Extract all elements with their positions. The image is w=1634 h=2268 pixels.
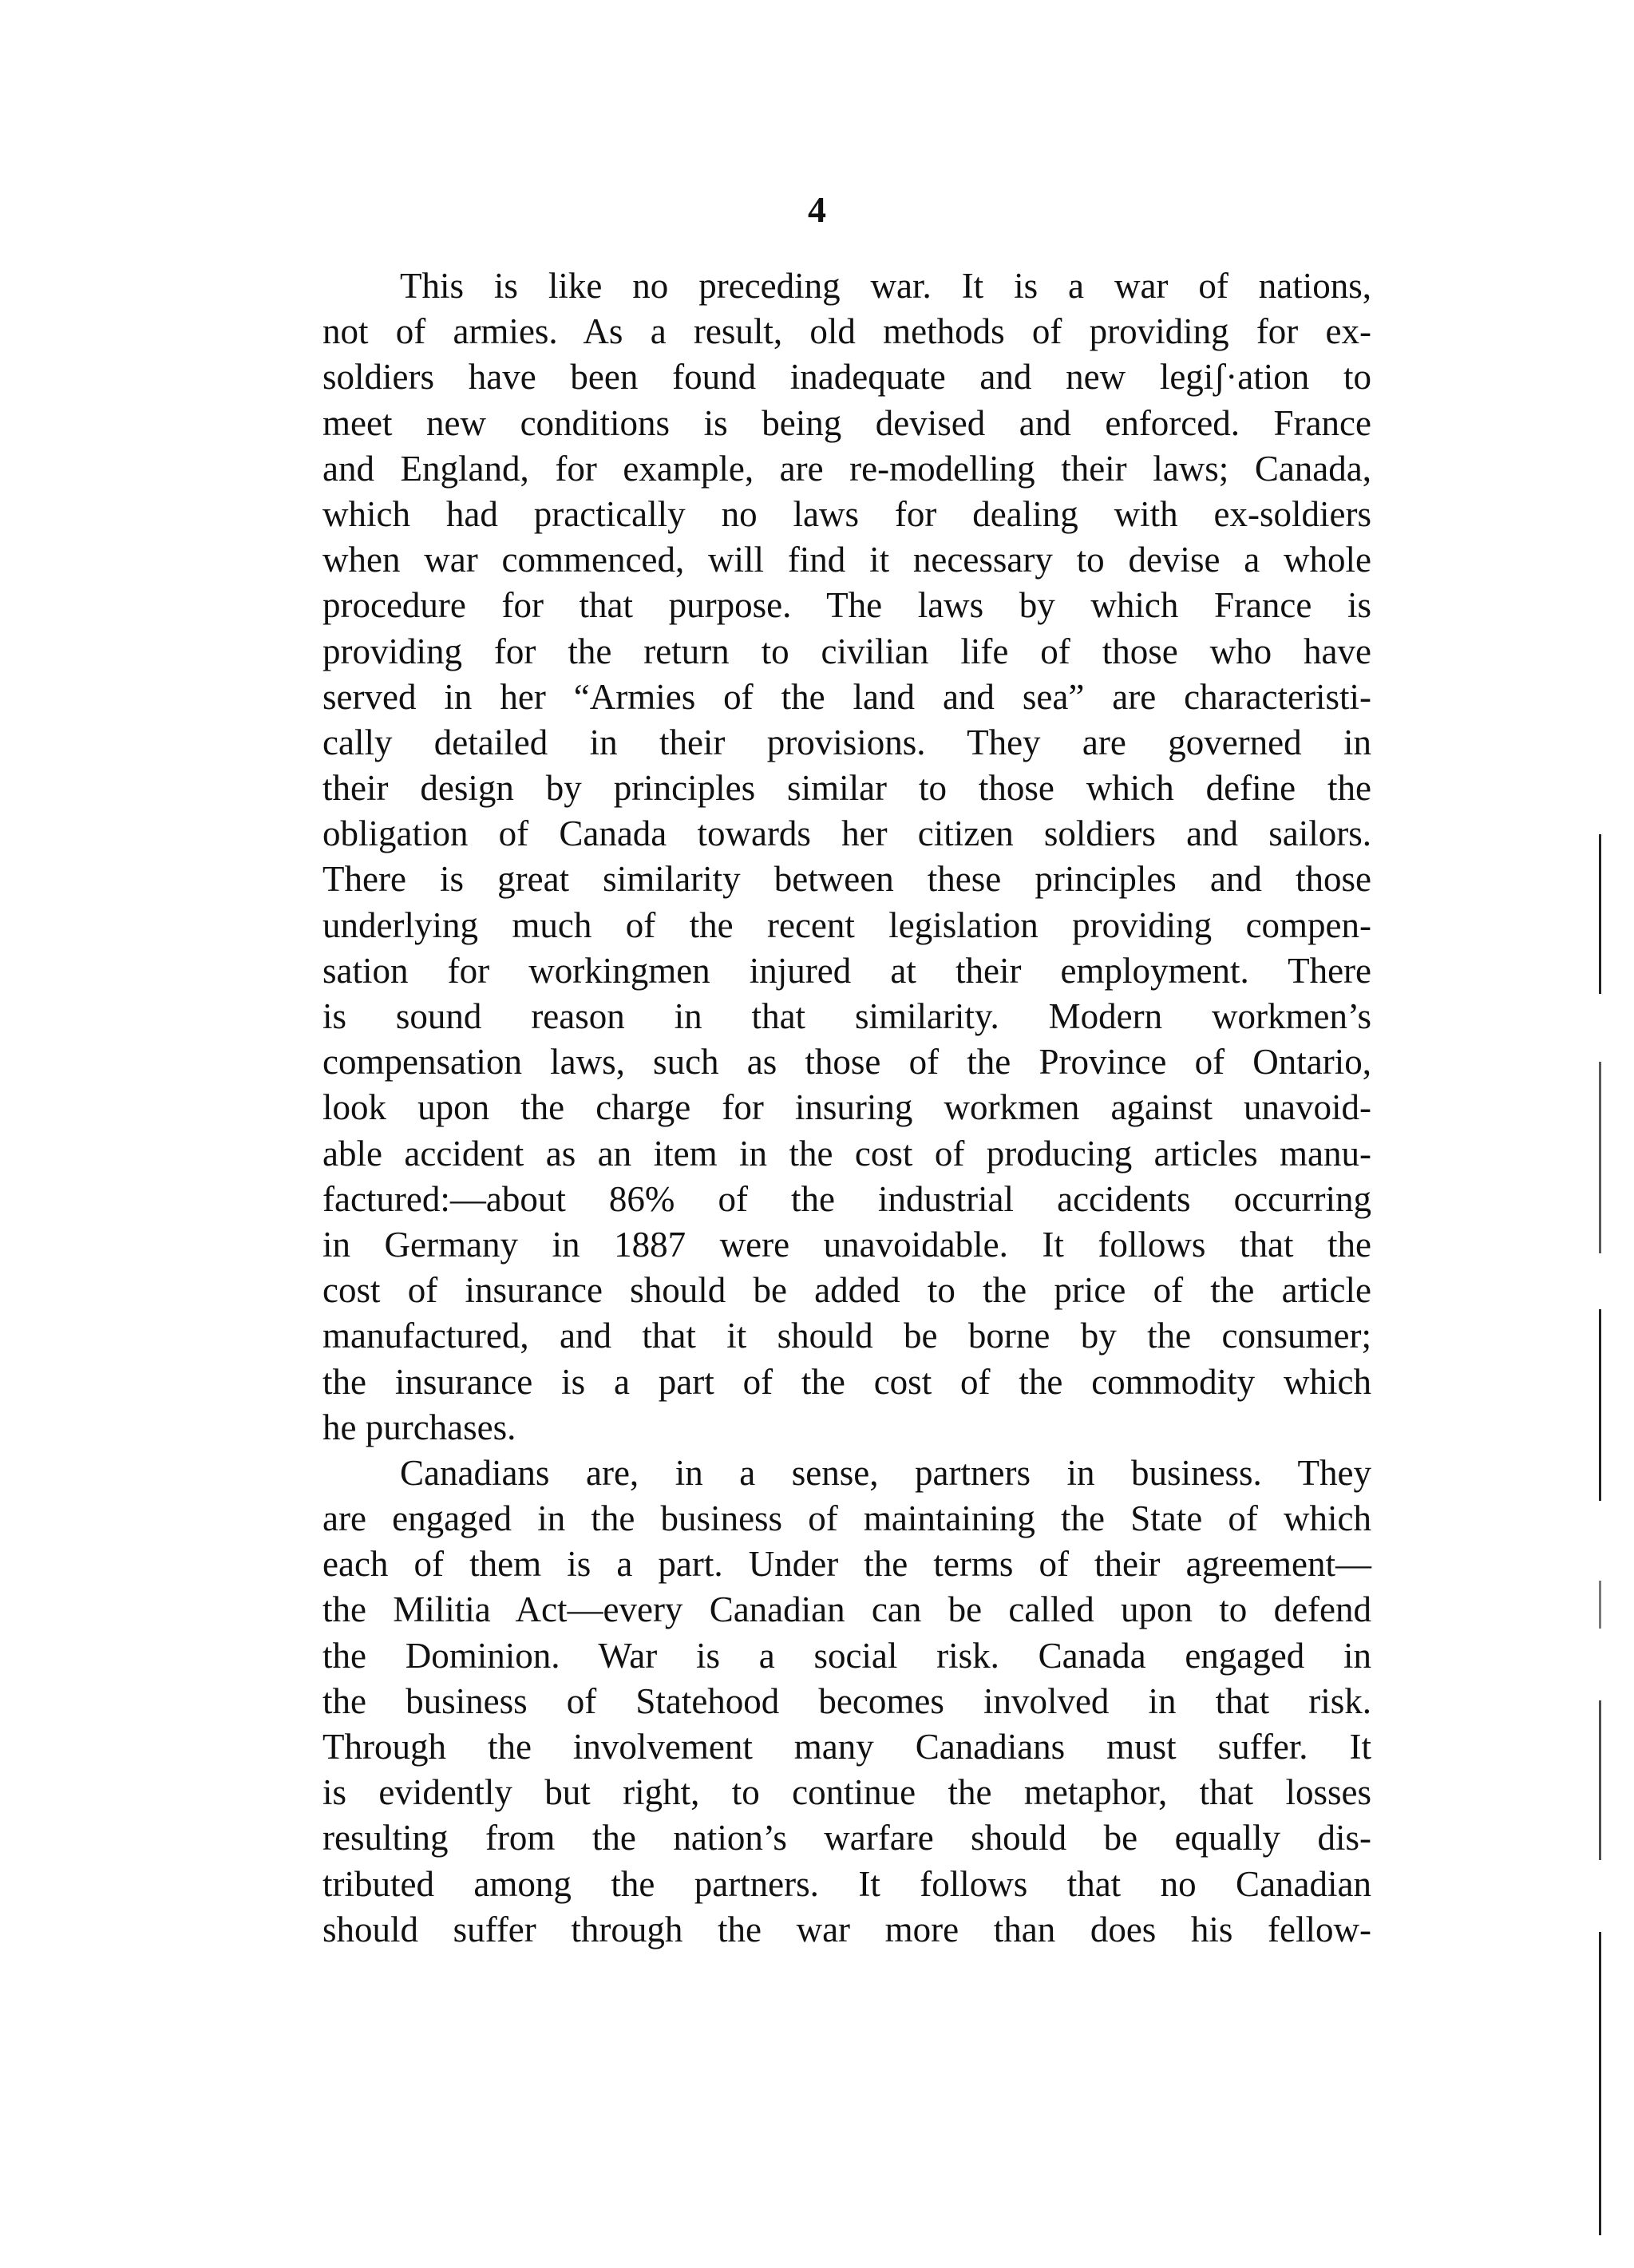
page-number: 4 <box>808 189 826 230</box>
text-line: cost of insurance should be added to the price of the article <box>322 1270 1371 1311</box>
scan-artifact-line <box>1599 834 1601 994</box>
text-line: providing for the return to civilian life of those who have <box>322 631 1371 671</box>
text-line: and England, for example, are re-modelling their laws; Canada, <box>322 448 1371 489</box>
text-line: factured:—about 86% of the industrial accidents occurring <box>322 1178 1371 1219</box>
text-line: sation for workingmen injured at their employment. There <box>322 950 1371 991</box>
text-line: their design by principles similar to those which define the <box>322 768 1371 809</box>
text-line: cally detailed in their provisions. They are governed in <box>322 722 1371 762</box>
text-line: underlying much of the recent legislation providing compen- <box>322 904 1371 945</box>
text-line: each of them is a part. Under the terms of their agreement— <box>322 1544 1371 1585</box>
scan-artifact-line <box>1599 1309 1601 1501</box>
body-text <box>322 263 1371 1953</box>
text-line: look upon the charge for insuring workmen against unavoid- <box>322 1087 1371 1128</box>
text-line: is evidently but right, to continue the metaphor, that losses <box>322 1772 1371 1813</box>
text-line: obligation of Canada towards her citizen soldiers and sailors. <box>322 813 1371 854</box>
text-line: should suffer through the war more than does his fellow- <box>322 1909 1371 1949</box>
text-line: manufactured, and that it should be borne by the consumer; <box>322 1316 1371 1356</box>
text-line: able accident as an item in the cost of producing articles manu- <box>322 1133 1371 1174</box>
text-line: tributed among the partners. It follows that no Canadian <box>322 1863 1371 1904</box>
text-line: served in her “Armies of the land and sea” are characteristi- <box>322 676 1371 717</box>
paragraph-2 <box>322 1451 1371 1953</box>
text-line: meet new conditions is being devised and enforced. France <box>322 402 1371 443</box>
text-line: This is like no preceding war. It is a war of nations, <box>400 266 1371 306</box>
text-line: which had practically no laws for dealing with ex-soldiers <box>322 493 1371 534</box>
text-line: procedure for that purpose. The laws by which France is <box>322 585 1371 626</box>
text-line: when war commenced, will find it necessary to devise a whole <box>322 540 1371 580</box>
scan-artifact-line <box>1599 1062 1601 1253</box>
text-line: he purchases. <box>322 1407 516 1447</box>
text-line: the Militia Act—every Canadian can be called upon to defend <box>322 1589 1371 1630</box>
text-line: There is great similarity between these principles and those <box>322 859 1371 900</box>
text-line: Through the involvement many Canadians must suffer. It <box>322 1727 1371 1767</box>
text-line: compensation laws, such as those of the Province of Ontario, <box>322 1042 1371 1083</box>
text-line: resulting from the nation’s warfare should be equally dis- <box>322 1818 1371 1858</box>
scan-artifact-line <box>1599 1700 1601 1860</box>
text-line: not of armies. As a result, old methods of providing for ex- <box>322 311 1371 352</box>
scan-artifact-line <box>1599 1581 1601 1629</box>
text-line: the business of Statehood becomes involved in that risk. <box>322 1680 1371 1721</box>
text-line: in Germany in 1887 were unavoidable. It follows that the <box>322 1224 1371 1265</box>
text-line: the Dominion. War is a social risk. Canada engaged in <box>322 1635 1371 1676</box>
text-line: the insurance is a part of the cost of the commodity which <box>322 1361 1371 1402</box>
scan-artifact-line <box>1599 1932 1601 2235</box>
text-line: is sound reason in that similarity. Modern workmen’s <box>322 996 1371 1036</box>
text-line: Canadians are, in a sense, partners in business. They <box>400 1452 1371 1493</box>
paragraph-1 <box>322 263 1371 1451</box>
text-line: are engaged in the business of maintaining the State of which <box>322 1498 1371 1539</box>
text-line: soldiers have been found inadequate and new legiʃ·ation to <box>322 357 1371 398</box>
